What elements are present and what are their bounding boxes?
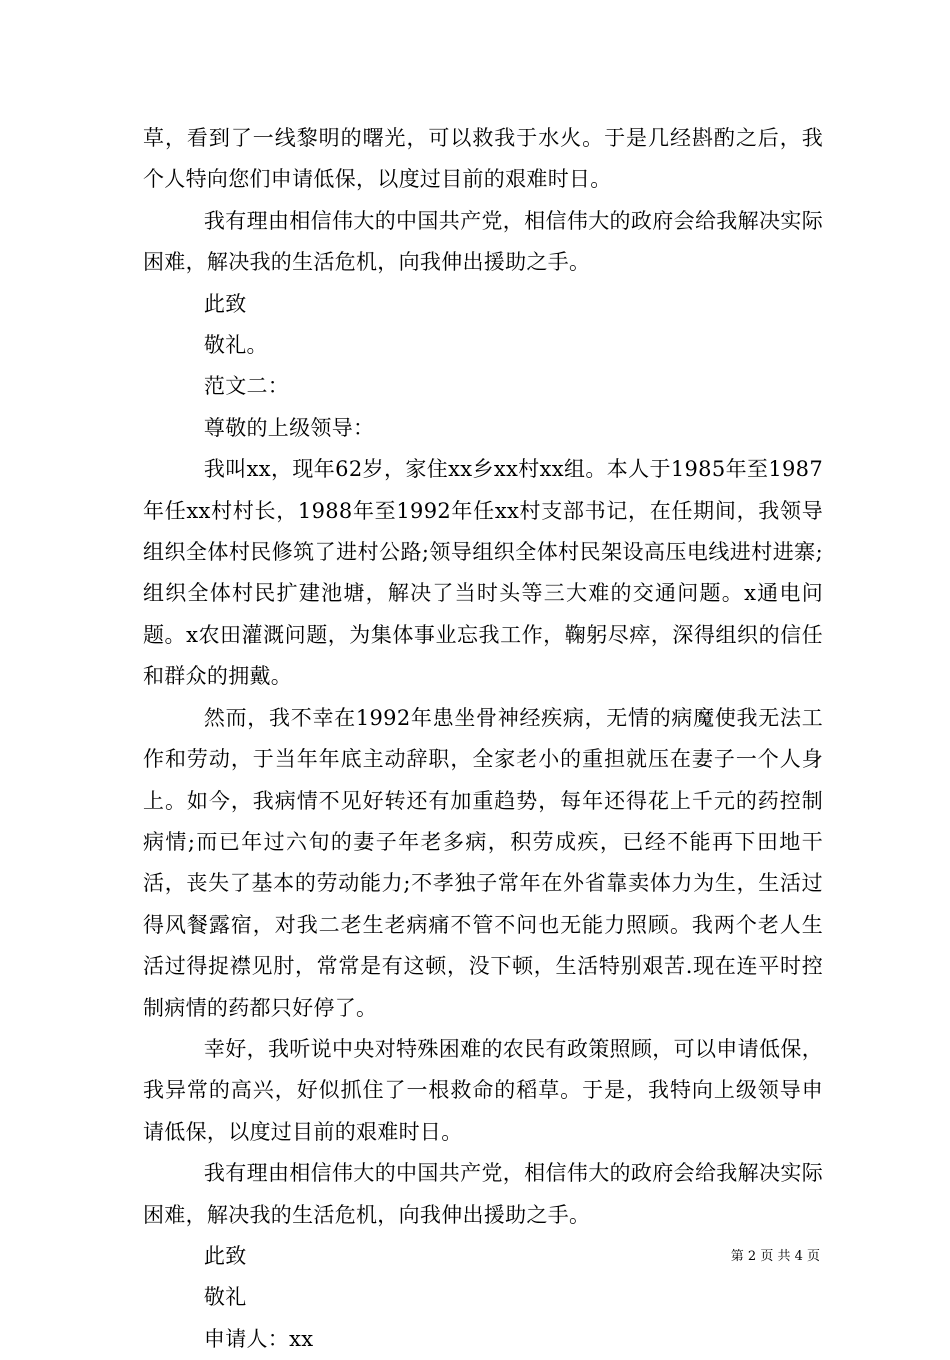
paragraph-trust-statement-2: 我有理由相信伟大的中国共产党，相信伟大的政府会给我解决实际困难，解决我的生活危机，向我伸出援助之手。 [143, 1161, 823, 1227]
paragraph-illness: 然而，我不幸在1992年患坐骨神经疾病，无情的病魔使我无法工作和劳动，于当年年底主动辞职，全家老小的重担就压在妻子一个人身上。如今，我病情不见好转还有加重趋势，每年还得花上千元的药控制病情;而已年过六旬的妻子年老多病，积劳成疾，已经不能再下田地干活，丧失了基本的劳动能力;不孝独子常年在外省靠卖体力为生，生活过得风餐露宿，对我二老生老病痛不管不问也无能力照顾。我两个老人生活过得捉襟见肘，常常是有这顿，没下顿，生活特别艰苦.现在连平时控制病情的药都只好停了。 [143, 705, 823, 1020]
sample-heading-2: 范文二： [203, 374, 290, 399]
document-body [143, 118, 823, 1360]
closing-salutation-2: 此致 [203, 1243, 247, 1268]
closing-regards-1: 敬礼。 [203, 333, 268, 358]
paragraph-trust-statement-1: 我有理由相信伟大的中国共产党，相信伟大的政府会给我解决实际困难，解决我的生活危机，向我伸出援助之手。 [143, 208, 823, 275]
paragraph-continuation: 草，看到了一线黎明的曙光，可以救我于水火。于是几经斟酌之后，我个人特向您们申请低保，以度过目前的艰难时日。 [143, 126, 823, 192]
closing-salutation-1: 此致 [203, 291, 247, 316]
closing-regards-2: 敬礼 [203, 1285, 247, 1310]
applicant-signature-line: 申请人：xx [203, 1326, 314, 1351]
paragraph-application: 幸好，我听说中央对特殊困难的农民有政策照顾，可以申请低保，我异常的高兴，好似抓住了一根救命的稻草。于是，我特向上级领导申请低保，以度过目前的艰难时日。 [143, 1036, 823, 1144]
greeting-line: 尊敬的上级领导： [203, 415, 375, 440]
page-number-footer: 第 2 页 共 4 页 [730, 1249, 820, 1264]
paragraph-introduction: 我叫xx，现年62岁，家住xx乡xx村xx组。本人于1985年至1987年任xx村村长，1988年至1992年任xx村支部书记，在任期间，我领导组织全体村民修筑了进村公路;领导组织全体村民架设高压电线进村进寨;组织全体村民扩建池塘，解决了当时头等三大难的交通问题。x通电问题。x农田灌溉问题，为集体事业忘我工作，鞠躬尽瘁，深得组织的信任和群众的拥戴。 [143, 457, 823, 689]
